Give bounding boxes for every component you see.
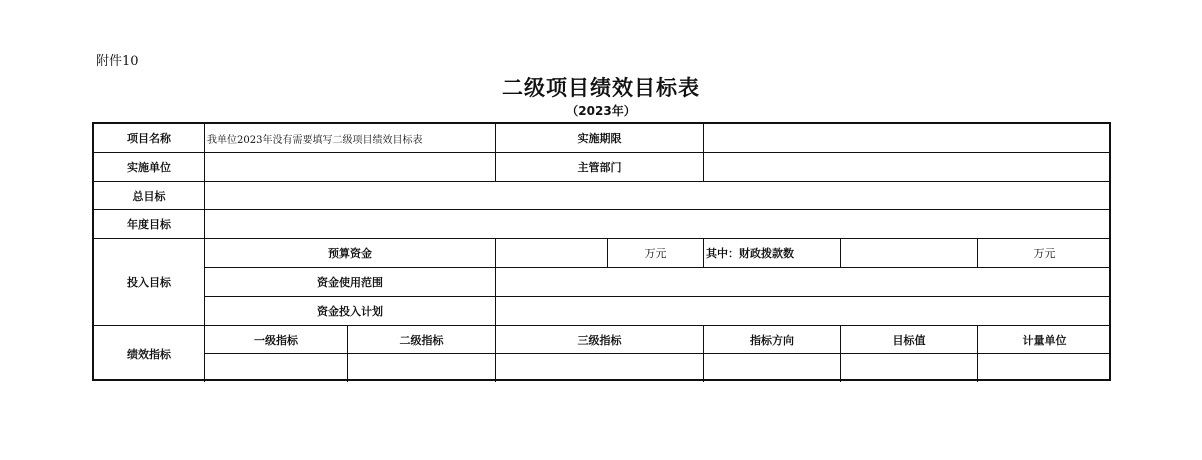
perf-label: 绩效指标 [94, 326, 205, 382]
perf-header-level1: 一级指标 [205, 326, 348, 354]
budget-value[interactable] [496, 239, 608, 268]
input-goal-label: 投入目标 [94, 239, 205, 326]
usage-scope-label: 资金使用范围 [205, 268, 496, 297]
overall-goal-value[interactable] [205, 182, 1111, 210]
perf-header-target: 目标值 [841, 326, 978, 354]
attachment-label: 附件10 [96, 54, 139, 69]
dept-label: 主管部门 [496, 153, 704, 182]
perf-header-unit: 计量单位 [978, 326, 1111, 354]
perf-direction-value[interactable] [704, 354, 841, 382]
budget-label: 预算资金 [205, 239, 496, 268]
performance-goal-table [92, 122, 1111, 381]
perf-target-value[interactable] [841, 354, 978, 382]
perf-level3-value[interactable] [496, 354, 704, 382]
fiscal-label: 其中：财政拨款数 [704, 239, 841, 268]
perf-level1-value[interactable] [205, 354, 348, 382]
annual-goal-value[interactable] [205, 210, 1111, 239]
project-name-value[interactable]: 我单位2023年没有需要填写二级项目绩效目标表 [205, 124, 496, 153]
period-label: 实施期限 [496, 124, 704, 153]
page-title: 二级项目绩效目标表 [502, 75, 700, 100]
budget-unit: 万元 [608, 239, 704, 268]
input-plan-label: 资金投入计划 [205, 297, 496, 326]
input-plan-value[interactable] [496, 297, 1111, 326]
project-name-label: 项目名称 [94, 124, 205, 153]
perf-unit-value[interactable] [978, 354, 1111, 382]
annual-goal-label: 年度目标 [94, 210, 205, 239]
unit-value[interactable] [205, 153, 496, 182]
dept-value[interactable] [704, 153, 1111, 182]
period-value[interactable] [704, 124, 1111, 153]
unit-label: 实施单位 [94, 153, 205, 182]
perf-header-direction: 指标方向 [704, 326, 841, 354]
fiscal-unit: 万元 [978, 239, 1111, 268]
perf-level2-value[interactable] [348, 354, 496, 382]
fiscal-value[interactable] [841, 239, 978, 268]
perf-header-level2: 二级指标 [348, 326, 496, 354]
perf-header-level3: 三级指标 [496, 326, 704, 354]
overall-goal-label: 总目标 [94, 182, 205, 210]
usage-scope-value[interactable] [496, 268, 1111, 297]
year-subtitle: （2023年） [566, 104, 636, 118]
